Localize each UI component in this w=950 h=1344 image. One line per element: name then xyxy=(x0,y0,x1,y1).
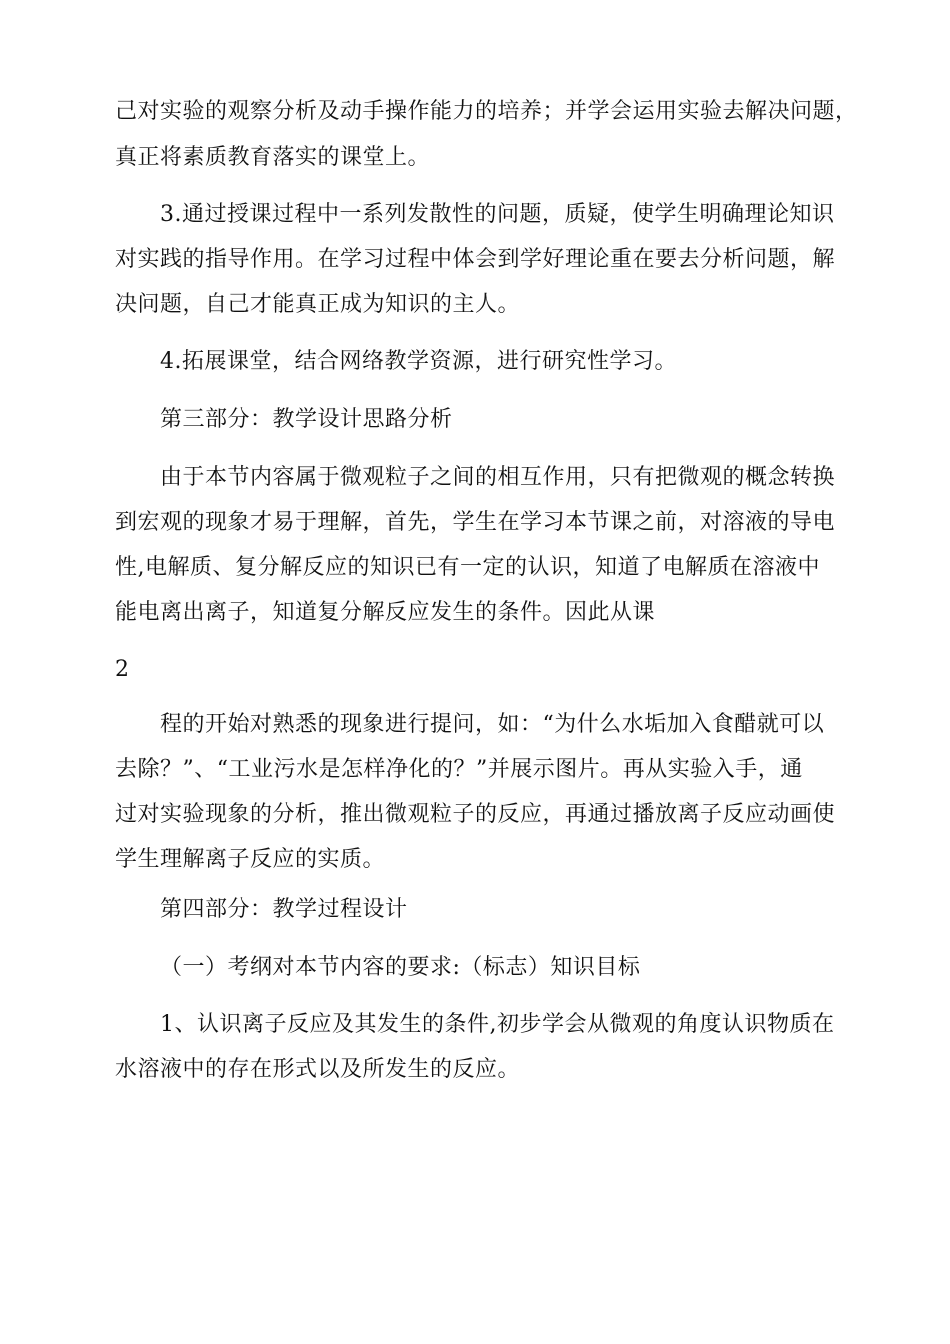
subheading-knowledge-goals: （一）考纲对本节内容的要求:（标志）知识目标 xyxy=(160,955,641,980)
para2-line1: 3.通过授课过程中一系列发散性的问题，质疑，使学生明确理论知识 xyxy=(160,202,835,227)
para2-line3: 决问题，自己才能真正成为知识的主人。 xyxy=(115,292,521,317)
para4-line1: 由于本节内容属于微观粒子之间的相互作用，只有把微观的概念转换 xyxy=(160,465,836,490)
section-heading-4: 第四部分：教学过程设计 xyxy=(160,897,408,922)
para5-line1: 程的开始对熟悉的现象进行提问，如：“为什么水垢加入食醋就可以 xyxy=(160,712,825,737)
para2-line2: 对实践的指导作用。在学习过程中体会到学好理论重在要去分析问题，解 xyxy=(115,247,836,272)
para3-line1: 4.拓展课堂，结合网络教学资源，进行研究性学习。 xyxy=(160,349,677,374)
para5-line4: 学生理解离子反应的实质。 xyxy=(115,847,386,872)
para6-line2: 水溶液中的存在形式以及所发生的反应。 xyxy=(115,1057,521,1082)
page-number: 2 xyxy=(115,657,130,682)
para6-line1: 1、认识离子反应及其发生的条件,初步学会从微观的角度认识物质在 xyxy=(160,1012,835,1037)
para1-line2: 真正将素质教育落实的课堂上。 xyxy=(115,145,431,170)
section-heading-3: 第三部分：教学设计思路分析 xyxy=(160,407,453,432)
para1-line1: 己对实验的观察分析及动手操作能力的培养；并学会运用实验去解决问题， xyxy=(115,99,858,124)
para4-line3: 性,电解质、复分解反应的知识已有一定的认识，知道了电解质在溶液中 xyxy=(115,555,820,580)
para5-line3: 过对实验现象的分析，推出微观粒子的反应，再通过播放离子反应动画使 xyxy=(115,802,836,827)
para4-line2: 到宏观的现象才易于理解，首先，学生在学习本节课之前，对溶液的导电 xyxy=(115,510,836,535)
para4-line4: 能电离出离子，知道复分解反应发生的条件。因此从课 xyxy=(115,600,656,625)
para5-line2: 去除？”、“工业污水是怎样净化的？”并展示图片。再从实验入手，通 xyxy=(115,757,803,782)
